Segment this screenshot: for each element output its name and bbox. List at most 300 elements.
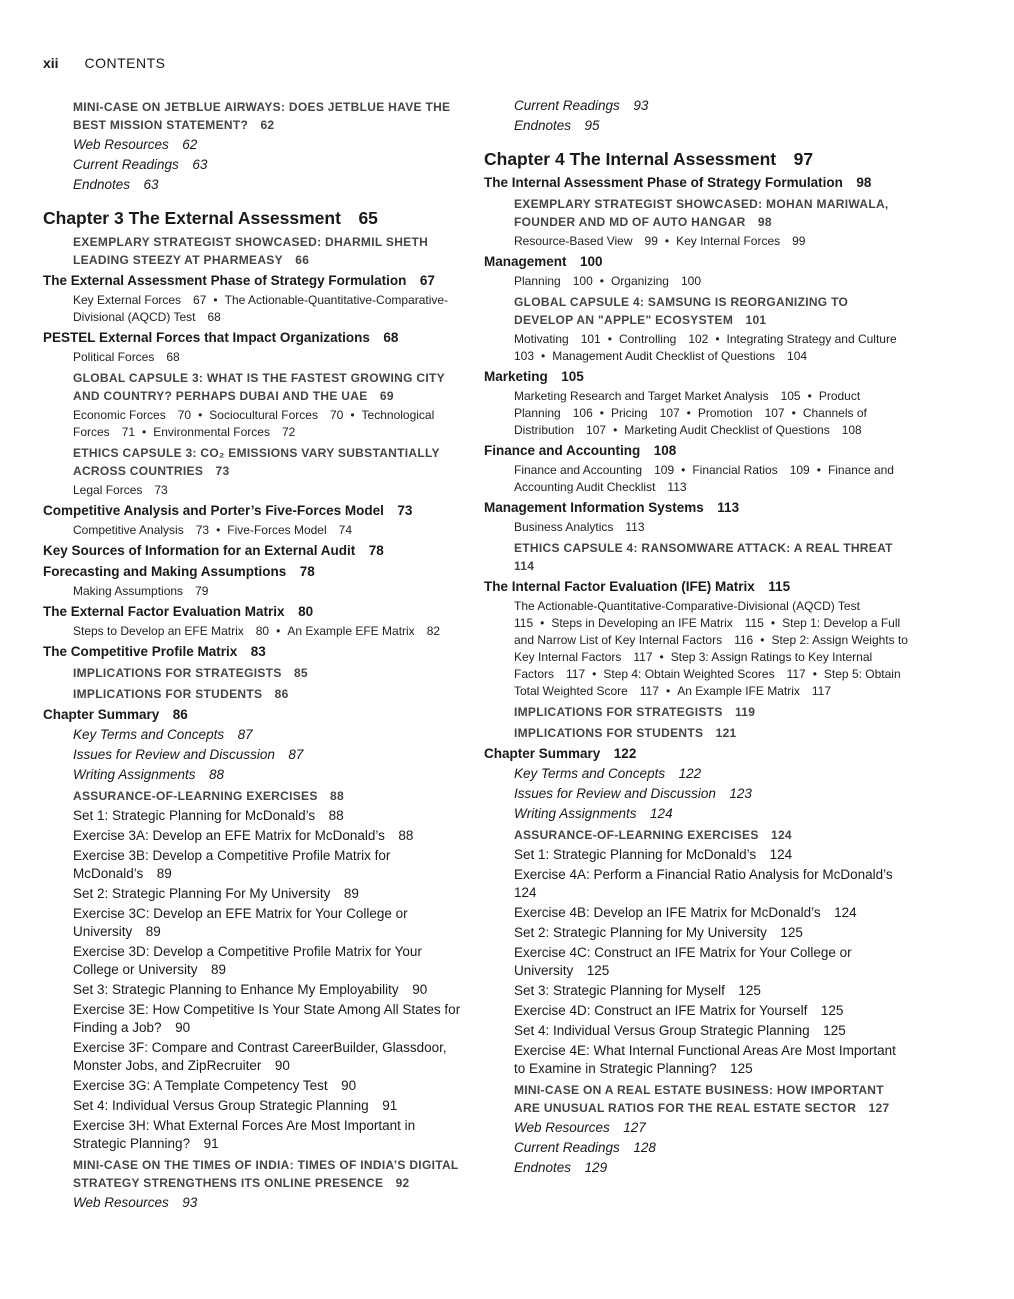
- page-ref: 109: [789, 463, 810, 477]
- entry-title: Web Resources: [73, 1195, 169, 1210]
- section-heading: [484, 745, 909, 763]
- entry-title: Key Sources of Information for an External Audit: [43, 543, 356, 558]
- bullet-separator: •: [213, 293, 218, 307]
- page-ref: 113: [625, 520, 645, 534]
- page-ref: 68: [383, 330, 399, 345]
- subtopic-title: Legal Forces: [73, 483, 143, 497]
- subtopic-title: Steps in Developing an IFE Matrix: [551, 616, 733, 630]
- entry-title: The Internal Assessment Phase of Strategy Formulation: [484, 175, 843, 190]
- section-heading: [484, 578, 909, 596]
- page-ref: 117: [811, 684, 832, 698]
- page-ref: 70: [329, 408, 344, 422]
- page-ref: 124: [650, 806, 673, 821]
- entry-title: Marketing: [484, 369, 548, 384]
- page-ref: 127: [623, 1120, 646, 1135]
- subtopic-line: [73, 292, 463, 326]
- page-ref: 73: [195, 523, 210, 537]
- page-ref: 82: [426, 624, 441, 638]
- page-ref: 89: [145, 924, 161, 939]
- exercise-entry: [514, 1042, 909, 1078]
- page-ref: 74: [338, 523, 352, 537]
- entry-title: Current Readings: [514, 98, 620, 113]
- subtopic-title: Key External Forces: [73, 293, 182, 307]
- page-ref: 107: [659, 406, 680, 420]
- page-ref: 67: [193, 293, 207, 307]
- subtopic-title: Integrating Strategy and Culture: [726, 332, 897, 346]
- entry-title: Exercise 3F: Compare and Contrast CareerBuilder, Glassdoor, Monster Jobs, and ZipRecruiter: [73, 1040, 447, 1073]
- page-ref: 87: [237, 727, 253, 742]
- feature-heading: [514, 1081, 909, 1117]
- feature-heading: [73, 787, 463, 805]
- page-ref: 79: [195, 584, 209, 598]
- page-ref: 125: [738, 983, 761, 998]
- page-ref: 104: [787, 349, 808, 363]
- end-matter-entry: [514, 765, 909, 783]
- section-heading: [43, 272, 463, 290]
- page-ref: 90: [274, 1058, 290, 1073]
- chapter-heading: [43, 206, 463, 230]
- entry-title: EXEMPLARY STRATEGIST SHOWCASED: MOHAN MARIWALA, FOUNDER AND MD OF AUTO HANGAR: [514, 197, 889, 229]
- end-matter-entry: [514, 97, 909, 115]
- entry-title: ETHICS CAPSULE 4: RANSOMWARE ATTACK: A REAL THREAT: [514, 541, 893, 555]
- page-ref: 85: [293, 666, 308, 680]
- subtopic-title: Controlling: [618, 332, 677, 346]
- bullet-separator: •: [276, 624, 281, 638]
- page-ref: 73: [215, 464, 230, 478]
- page-ref: 91: [203, 1136, 219, 1151]
- subtopic-line: [73, 583, 463, 600]
- bullet-separator: •: [607, 332, 612, 346]
- exercise-entry: [73, 1097, 463, 1115]
- page-ref: 62: [182, 137, 198, 152]
- entry-title: IMPLICATIONS FOR STRATEGISTS: [514, 705, 723, 719]
- bullet-separator: •: [715, 332, 720, 346]
- page-ref: 86: [274, 687, 289, 701]
- subtopic-title: The Actionable-Quantitative-Comparative-Divisional (AQCD) Test: [73, 293, 449, 324]
- page-ref: 100: [680, 274, 702, 288]
- page-ref: 89: [343, 886, 359, 901]
- subtopic-title: Competitive Analysis: [73, 523, 184, 537]
- entry-title: Key Terms and Concepts: [514, 766, 666, 781]
- exercise-entry: [73, 1117, 463, 1153]
- bullet-separator: •: [807, 389, 812, 403]
- page-ref: 124: [834, 905, 857, 920]
- page-ref: 66: [295, 253, 310, 267]
- subtopic-line: [514, 331, 909, 365]
- page-ref: 102: [688, 332, 709, 346]
- page-ref: 89: [211, 962, 227, 977]
- bullet-separator: •: [664, 234, 670, 248]
- exercise-entry: [73, 1001, 463, 1037]
- end-matter-entry: [514, 805, 909, 823]
- entry-title: Key Terms and Concepts: [73, 727, 225, 742]
- entry-title: Set 4: Individual Versus Group Strategic Planning: [73, 1098, 369, 1113]
- entry-title: Set 2: Strategic Planning for My University: [514, 925, 767, 940]
- page-ref: 98: [856, 175, 872, 190]
- page-ref: 78: [368, 543, 384, 558]
- subtopic-title: The Actionable-Quantitative-Comparative-Divisional (AQCD) Test: [514, 599, 860, 613]
- end-matter-entry: [514, 1159, 909, 1177]
- page-ref: 92: [395, 1176, 410, 1190]
- subtopic-title: Technological Forces: [73, 408, 435, 439]
- entry-title: Set 3: Strategic Planning to Enhance My Employability: [73, 982, 399, 997]
- page-ref: 105: [561, 369, 584, 384]
- page-ref: 108: [841, 423, 862, 437]
- subtopic-title: Planning: [514, 274, 561, 288]
- entry-title: Forecasting and Making Assumptions: [43, 564, 287, 579]
- feature-heading: [514, 539, 909, 575]
- end-matter-entry: [73, 1194, 463, 1212]
- subtopic-title: Five-Forces Model: [227, 523, 327, 537]
- entry-title: The External Factor Evaluation Matrix: [43, 604, 285, 619]
- subtopic-title: Step 2: Assign Weights to Key Internal Factors: [514, 633, 908, 664]
- subtopic-title: Promotion: [697, 406, 753, 420]
- running-title: CONTENTS: [84, 55, 166, 71]
- subtopic-title: Political Forces: [73, 350, 155, 364]
- subtopic-line: [514, 462, 909, 496]
- section-heading: [43, 706, 463, 724]
- entry-title: IMPLICATIONS FOR STUDENTS: [73, 687, 263, 701]
- bullet-separator: •: [592, 667, 597, 681]
- bullet-separator: •: [540, 616, 545, 630]
- feature-heading: [73, 98, 463, 134]
- page-ref: 121: [715, 726, 737, 740]
- page-ref: 72: [281, 425, 296, 439]
- entry-title: The Competitive Profile Matrix: [43, 644, 238, 659]
- page-ref: 73: [397, 503, 413, 518]
- entry-title: MINI-CASE ON THE TIMES OF INDIA: TIMES OF INDIA’S DIGITAL STRATEGY STRENGTHENS ITS ONLINE PRESENCE: [73, 1158, 459, 1190]
- entry-title: Exercise 3H: What External Forces Are Most Important in Strategic Planning?: [73, 1118, 416, 1151]
- section-heading: [43, 502, 463, 520]
- page-ref: 88: [328, 808, 344, 823]
- bullet-separator: •: [816, 463, 821, 477]
- end-matter-entry: [514, 1139, 909, 1157]
- subtopic-title: Marketing Research and Target Market Analysis: [514, 389, 769, 403]
- entry-title: Issues for Review and Discussion: [514, 786, 716, 801]
- exercise-entry: [514, 924, 909, 942]
- page-ref: 95: [584, 118, 600, 133]
- bullet-separator: •: [681, 463, 686, 477]
- entry-title: Current Readings: [514, 1140, 620, 1155]
- page-ref: 117: [566, 667, 586, 681]
- page-ref: 68: [166, 350, 180, 364]
- entry-title: Writing Assignments: [514, 806, 637, 821]
- bullet-separator: •: [350, 408, 355, 422]
- page-ref: 97: [793, 149, 814, 169]
- subtopic-line: [73, 522, 463, 539]
- subtopic-line: [514, 233, 909, 250]
- entry-title: MINI-CASE ON A REAL ESTATE BUSINESS: HOW IMPORTANT ARE UNUSUAL RATIOS FOR THE REAL ESTATE SECTOR: [514, 1083, 884, 1115]
- page-ref: 122: [678, 766, 702, 781]
- subtopic-title: Steps to Develop an EFE Matrix: [73, 624, 244, 638]
- subtopic-title: Financial Ratios: [692, 463, 778, 477]
- page-ref: 122: [613, 746, 637, 761]
- section-heading: [43, 603, 463, 621]
- page-ref: 107: [764, 406, 785, 420]
- end-matter-entry: [514, 785, 909, 803]
- feature-heading: [514, 293, 909, 329]
- subtopic-title: Motivating: [514, 332, 569, 346]
- page-ref: 63: [143, 177, 159, 192]
- page-ref: 71: [121, 425, 136, 439]
- entry-title: IMPLICATIONS FOR STUDENTS: [514, 726, 704, 740]
- subtopic-line: [514, 388, 909, 439]
- bullet-separator: •: [686, 406, 691, 420]
- page-ref: 87: [288, 747, 304, 762]
- entry-title: Competitive Analysis and Porter’s Five-Forces Model: [43, 503, 384, 518]
- subtopic-title: Management Audit Checklist of Questions: [552, 349, 776, 363]
- exercise-entry: [514, 846, 909, 864]
- subtopic-line: [514, 598, 909, 700]
- entry-title: Chapter 4 The Internal Assessment: [484, 149, 777, 169]
- entry-title: Exercise 4B: Develop an IFE Matrix for McDonald’s: [514, 905, 821, 920]
- exercise-entry: [73, 1039, 463, 1075]
- section-heading: [43, 643, 463, 661]
- exercise-entry: [514, 982, 909, 1000]
- entry-title: Writing Assignments: [73, 767, 196, 782]
- exercise-entry: [514, 944, 909, 980]
- exercise-entry: [73, 905, 463, 941]
- feature-heading: [73, 685, 463, 703]
- page-ref: 88: [209, 767, 225, 782]
- page-number: xii: [43, 55, 59, 71]
- entry-title: ETHICS CAPSULE 3: CO₂ EMISSIONS VARY SUBSTANTIALLY ACROSS COUNTRIES: [73, 446, 440, 478]
- subtopic-title: Making Assumptions: [73, 584, 184, 598]
- page-ref: 101: [580, 332, 601, 346]
- entry-title: Chapter Summary: [484, 746, 601, 761]
- page-ref: 115: [744, 616, 764, 630]
- page-ref: 89: [156, 866, 172, 881]
- page-ref: 101: [745, 313, 767, 327]
- bullet-separator: •: [541, 349, 546, 363]
- entry-title: ASSURANCE-OF-LEARNING EXERCISES: [73, 789, 318, 803]
- page-ref: 100: [580, 254, 603, 269]
- page-ref: 90: [412, 982, 428, 997]
- exercise-entry: [73, 847, 463, 883]
- page-ref: 128: [633, 1140, 656, 1155]
- subtopic-title: Step 5: Obtain Total Weighted Score: [514, 667, 901, 698]
- exercise-entry: [514, 904, 909, 922]
- exercise-entry: [73, 1077, 463, 1095]
- toc-left-column: [43, 95, 463, 1214]
- feature-heading: [514, 724, 909, 742]
- subtopic-title: Environmental Forces: [153, 425, 270, 439]
- page-ref: 90: [341, 1078, 357, 1093]
- page-ref: 124: [514, 885, 537, 900]
- entry-title: Endnotes: [73, 177, 131, 192]
- feature-heading: [514, 826, 909, 844]
- page-ref: 108: [653, 443, 677, 458]
- exercise-entry: [514, 866, 909, 902]
- toc-right-column: [484, 95, 909, 1179]
- end-matter-entry: [73, 136, 463, 154]
- page-ref: 117: [639, 684, 659, 698]
- page-ref: 80: [255, 624, 270, 638]
- bullet-separator: •: [770, 616, 776, 630]
- entry-title: Issues for Review and Discussion: [73, 747, 275, 762]
- entry-title: Set 2: Strategic Planning For My University: [73, 886, 331, 901]
- feature-heading: [514, 195, 909, 231]
- bullet-separator: •: [216, 523, 221, 537]
- feature-heading: [73, 444, 463, 480]
- section-heading: [43, 563, 463, 581]
- entry-title: Web Resources: [73, 137, 169, 152]
- subtopic-line: [514, 273, 909, 290]
- entry-title: IMPLICATIONS FOR STRATEGISTS: [73, 666, 282, 680]
- entry-title: Exercise 4C: Construct an IFE Matrix for Your College or University: [514, 945, 852, 978]
- page-ref: 105: [780, 389, 801, 403]
- page-ref: 86: [172, 707, 188, 722]
- end-matter-entry: [73, 726, 463, 744]
- entry-title: Management: [484, 254, 567, 269]
- entry-title: Exercise 3E: How Competitive Is Your State Among All States for Finding a Job?: [73, 1002, 461, 1035]
- bullet-separator: •: [659, 650, 664, 664]
- entry-title: Exercise 4A: Perform a Financial Ratio Analysis for McDonald’s: [514, 867, 893, 882]
- feature-heading: [73, 369, 463, 405]
- page-ref: 80: [298, 604, 314, 619]
- section-heading: [484, 253, 909, 271]
- end-matter-entry: [514, 117, 909, 135]
- page-ref: 88: [398, 828, 414, 843]
- subtopic-line: [73, 407, 463, 441]
- page-ref: 127: [868, 1101, 890, 1115]
- section-heading: [484, 368, 909, 386]
- entry-title: Set 4: Individual Versus Group Strategic Planning: [514, 1023, 810, 1038]
- bullet-separator: •: [599, 406, 604, 420]
- page-ref: 99: [792, 234, 806, 248]
- entry-title: The Internal Factor Evaluation (IFE) Matrix: [484, 579, 755, 594]
- exercise-entry: [73, 827, 463, 845]
- entry-title: Current Readings: [73, 157, 179, 172]
- page-ref: 117: [633, 650, 653, 664]
- entry-title: Exercise 4E: What Internal Functional Areas Are Most Important to Examine in Strategic Planning?: [514, 1043, 896, 1076]
- chapter-heading: [484, 147, 909, 171]
- entry-title: EXEMPLARY STRATEGIST SHOWCASED: DHARMIL SHETH LEADING STEEZY AT PHARMEASY: [73, 235, 429, 267]
- page-ref: 124: [769, 847, 793, 862]
- subtopic-line: [514, 519, 909, 536]
- subtopic-title: An Example IFE Matrix: [677, 684, 800, 698]
- page-ref: 69: [379, 389, 394, 403]
- page-ref: 70: [177, 408, 192, 422]
- page-ref: 83: [250, 644, 266, 659]
- page-ref: 125: [780, 925, 803, 940]
- page-ref: 65: [358, 208, 378, 228]
- subtopic-title: Marketing Audit Checklist of Questions: [624, 423, 830, 437]
- page-ref: 88: [329, 789, 344, 803]
- subtopic-title: Product Planning: [514, 389, 861, 420]
- page-ref: 119: [734, 705, 756, 719]
- subtopic-line: [73, 623, 463, 640]
- bullet-separator: •: [142, 425, 147, 439]
- subtopic-title: Step 4: Obtain Weighted Scores: [603, 667, 775, 681]
- entry-title: Exercise 4D: Construct an IFE Matrix for Yourself: [514, 1003, 808, 1018]
- exercise-entry: [73, 807, 463, 825]
- entry-title: Exercise 3B: Develop a Competitive Profile Matrix for McDonald’s: [73, 848, 391, 881]
- section-heading: [43, 329, 463, 347]
- subtopic-title: Step 3: Assign Ratings to Key Internal Factors: [514, 650, 873, 681]
- page-ref: 125: [820, 1003, 844, 1018]
- bullet-separator: •: [613, 423, 618, 437]
- exercise-entry: [514, 1002, 909, 1020]
- subtopic-title: Economic Forces: [73, 408, 166, 422]
- page-ref: 63: [192, 157, 208, 172]
- feature-heading: [73, 1156, 463, 1192]
- page-ref: 125: [823, 1023, 846, 1038]
- exercise-entry: [73, 885, 463, 903]
- entry-title: Chapter Summary: [43, 707, 160, 722]
- subtopic-title: Finance and Accounting: [514, 463, 643, 477]
- page-ref: 113: [717, 500, 740, 515]
- feature-heading: [73, 664, 463, 682]
- subtopic-title: Business Analytics: [514, 520, 614, 534]
- entry-title: Endnotes: [514, 118, 572, 133]
- entry-title: Chapter 3 The External Assessment: [43, 208, 341, 228]
- page-ref: 93: [633, 98, 649, 113]
- bullet-separator: •: [812, 667, 817, 681]
- entry-title: Exercise 3A: Develop an EFE Matrix for McDonald’s: [73, 828, 385, 843]
- section-heading: [43, 542, 463, 560]
- section-heading: [484, 499, 909, 517]
- end-matter-entry: [73, 176, 463, 194]
- subtopic-title: An Example EFE Matrix: [287, 624, 415, 638]
- entry-title: Finance and Accounting: [484, 443, 641, 458]
- page-ref: 107: [586, 423, 607, 437]
- page-ref: 115: [768, 579, 791, 594]
- page-ref: 103: [514, 349, 535, 363]
- subtopic-title: Organizing: [610, 274, 669, 288]
- page-ref: 124: [770, 828, 792, 842]
- page-ref: 99: [644, 234, 658, 248]
- page-ref: 116: [734, 633, 754, 647]
- entry-title: Set 3: Strategic Planning for Myself: [514, 983, 725, 998]
- page-ref: 125: [730, 1061, 753, 1076]
- page-ref: 93: [182, 1195, 198, 1210]
- page-ref: 115: [514, 616, 534, 630]
- entry-title: GLOBAL CAPSULE 4: SAMSUNG IS REORGANIZING TO DEVELOP AN "APPLE" ECOSYSTEM: [514, 295, 849, 327]
- section-heading: [484, 442, 909, 460]
- subtopic-title: Step 1: Develop a Full and Narrow List of Key Internal Factors: [514, 616, 901, 647]
- entry-title: PESTEL External Forces that Impact Organizations: [43, 330, 370, 345]
- subtopic-title: Resource-Based View: [514, 234, 633, 248]
- section-heading: [484, 174, 909, 192]
- end-matter-entry: [73, 746, 463, 764]
- bullet-separator: •: [791, 406, 796, 420]
- entry-title: ASSURANCE-OF-LEARNING EXERCISES: [514, 828, 759, 842]
- page-ref: 117: [786, 667, 806, 681]
- exercise-entry: [514, 1022, 909, 1040]
- page-ref: 98: [757, 215, 772, 229]
- entry-title: Set 1: Strategic Planning for McDonald’s: [73, 808, 316, 823]
- subtopic-title: Finance and Accounting Audit Checklist: [514, 463, 894, 494]
- subtopic-title: Sociocultural Forces: [209, 408, 318, 422]
- page-ref: 129: [584, 1160, 608, 1175]
- page-ref: 109: [654, 463, 675, 477]
- bullet-separator: •: [599, 274, 604, 288]
- running-head: [43, 55, 165, 71]
- end-matter-entry: [73, 156, 463, 174]
- page-ref: 113: [667, 480, 687, 494]
- page-ref: 106: [572, 406, 593, 420]
- entry-title: Exercise 3D: Develop a Competitive Profile Matrix for Your College or University: [73, 944, 422, 977]
- page-ref: 123: [729, 786, 752, 801]
- page-ref: 91: [382, 1098, 398, 1113]
- feature-heading: [73, 233, 463, 269]
- page-ref: 73: [154, 483, 168, 497]
- feature-heading: [514, 703, 909, 721]
- page-ref: 114: [514, 559, 535, 573]
- bullet-separator: •: [665, 684, 671, 698]
- entry-title: Management Information Systems: [484, 500, 704, 515]
